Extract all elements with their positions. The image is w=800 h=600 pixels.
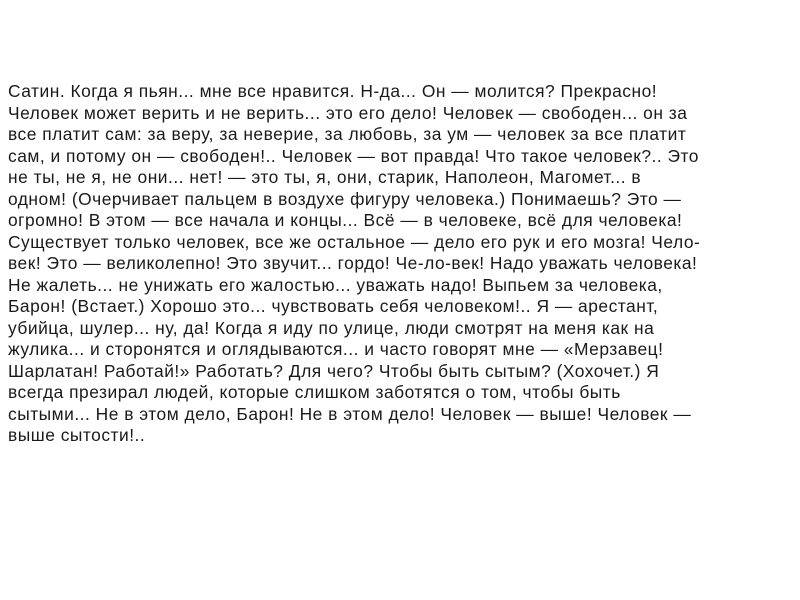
text-line: убийца, шулер... ну, да! Когда я иду по улице, люди смотрят на меня как на — [8, 317, 655, 338]
text-line: всегда презирал людей, которые слишком заботятся о том, чтобы быть — [8, 382, 621, 402]
text-line: сытыми... Не в этом дело, Барон! Не в этом дело! Человек — выше! Человек — — [8, 403, 692, 424]
text-line: выше сытости!.. — [8, 425, 146, 445]
text-line: Барон! (Встает.) Хорошо это... чувствовать себя человеком!.. Я — арестант, — [8, 296, 659, 316]
text-line: огромно! В этом — все начала и концы... Всё — в человеке, всё для человека! — [8, 210, 683, 230]
monologue-text — [8, 81, 792, 447]
text-line: одном! (Очерчивает пальцем в воздухе фигуру человека.) Понимаешь? Это — — [8, 188, 682, 209]
text-line: все платит сам: за веру, за неверие, за любовь, за ум — человек за все платит — [8, 124, 687, 144]
text-line: Существует только человек, все же остальное — дело его рук и его мозга! Чело- — [8, 231, 701, 252]
text-line: сам, и потому он — свободен!.. Человек — вот правда! Что такое человек?.. Это — [8, 145, 699, 166]
text-line: век! Это — великолепно! Это звучит... гордо! Че-ло-век! Надо уважать человека! — [8, 253, 698, 273]
text-line: Человек может верить и не верить... это его дело! Человек — свободен... он за — [8, 102, 688, 123]
text-line: не ты, не я, не они... нет! — это ты, я, они, старик, Наполеон, Магомет... в — [8, 167, 642, 187]
text-line: Шарлатан! Работай!» Работать? Для чего? Чтобы быть сытым? (Хохочет.) Я — [8, 360, 660, 381]
text-line: Не жалеть... не унижать его жалостью... уважать надо! Выпьем за человека, — [8, 274, 663, 295]
text-line: Сатин. Когда я пьян... мне все нравится. Н-да... Он — молится? Прекрасно! — [8, 81, 658, 101]
text-line: жулика... и сторонятся и оглядываются... и часто говорят мне — «Мерзавец! — [8, 339, 664, 359]
